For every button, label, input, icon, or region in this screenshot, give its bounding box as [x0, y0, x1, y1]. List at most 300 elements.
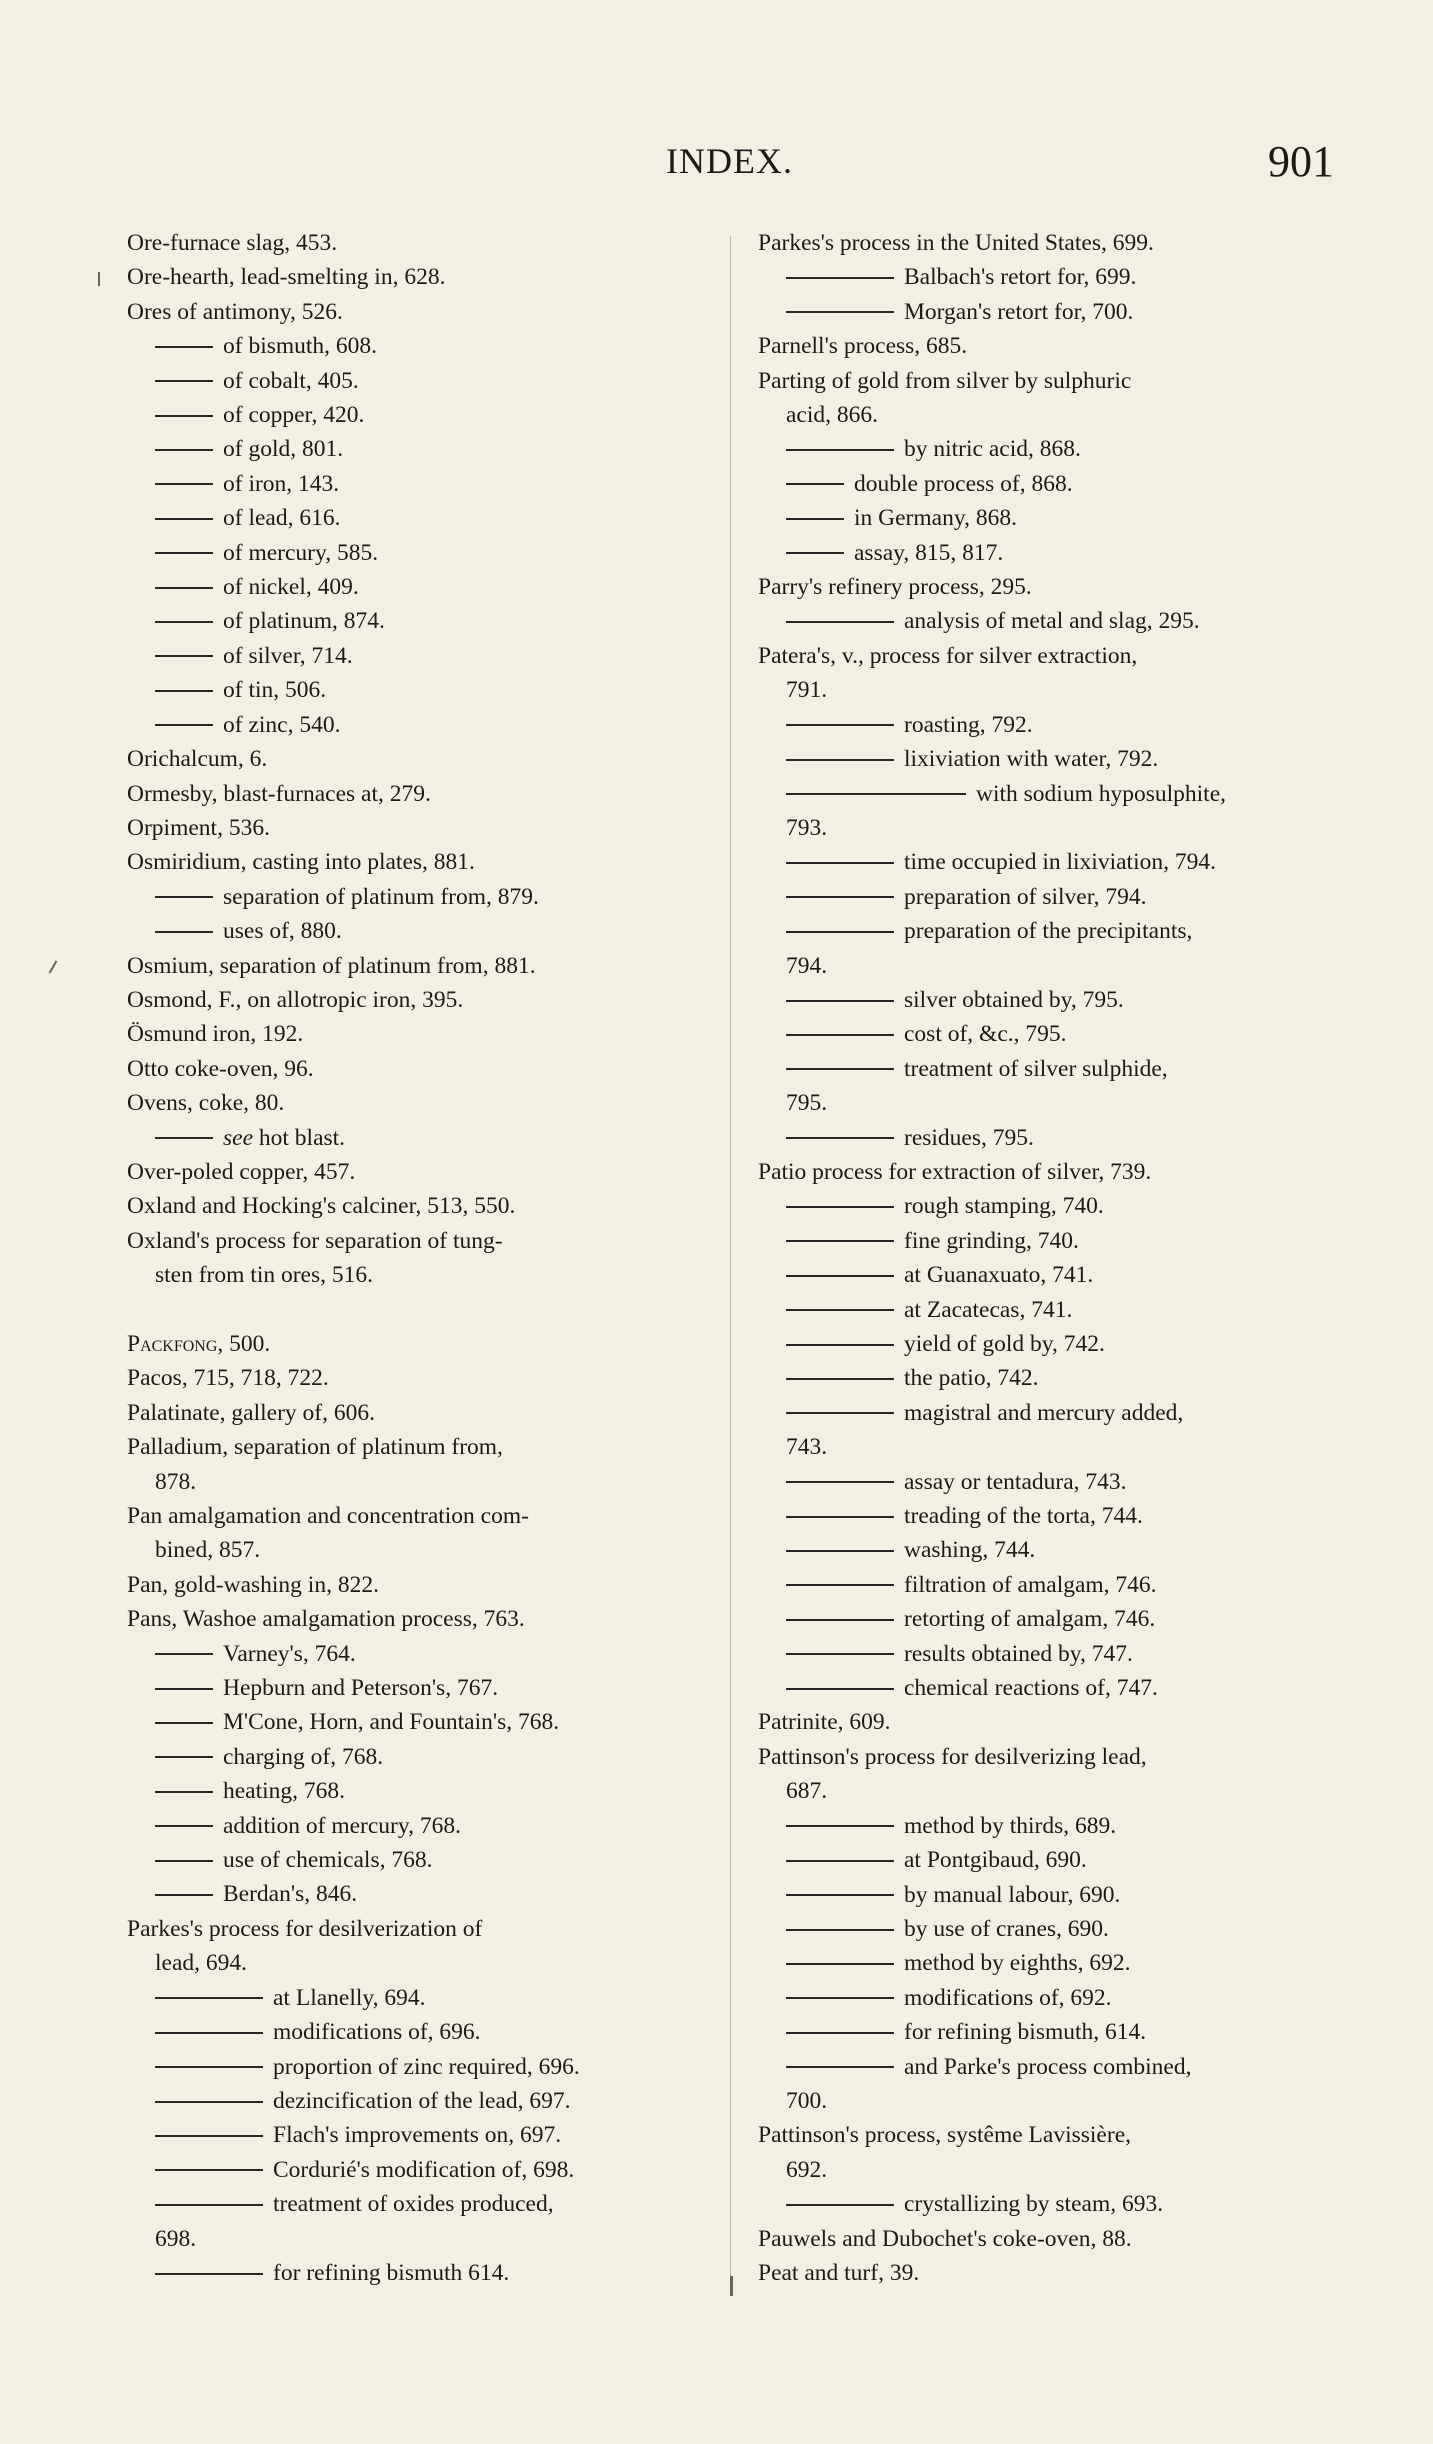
index-entry — [758, 467, 1348, 501]
index-entry — [127, 914, 712, 948]
index-entry — [758, 914, 1348, 948]
entry-text: of copper, 420. — [223, 402, 365, 429]
repeat-dash — [786, 1653, 894, 1655]
index-entry — [127, 1809, 712, 1843]
repeat-dash — [786, 1240, 894, 1242]
repeat-dash — [155, 2101, 263, 2103]
repeat-dash — [786, 2204, 894, 2206]
entry-text: separation of platinum from, 879. — [223, 883, 539, 910]
index-entry — [758, 1017, 1348, 1051]
entry-text: of mercury, 585. — [223, 539, 379, 566]
repeat-dash — [786, 896, 894, 898]
index-entry — [758, 329, 1348, 363]
repeat-dash — [786, 724, 894, 726]
page-header — [0, 137, 1433, 200]
repeat-dash — [786, 1516, 894, 1518]
entry-text: M'Cone, Horn, and Fountain's, 768. — [223, 1709, 560, 1736]
index-entry — [127, 1396, 712, 1430]
entry-text: Pans, Washoe amalgamation process, 763. — [127, 1606, 525, 1633]
index-entry — [758, 2256, 1348, 2290]
entry-text: 700. — [786, 2087, 828, 2114]
index-entry — [758, 260, 1348, 294]
entry-text: Packfong, 500. — [127, 1330, 271, 1357]
entry-text: Orpiment, 536. — [127, 814, 270, 841]
index-entry — [127, 639, 712, 673]
repeat-dash — [786, 621, 894, 623]
entry-text: Osmond, F., on allotropic iron, 395. — [127, 986, 464, 1013]
entry-text: of platinum, 874. — [223, 608, 385, 635]
repeat-dash — [786, 1688, 894, 1690]
index-entry — [758, 1671, 1348, 1705]
repeat-dash — [786, 793, 966, 795]
entry-text: Parting of gold from silver by sulphuric — [758, 367, 1132, 394]
index-entry — [127, 1361, 712, 1395]
index-entry — [127, 1912, 712, 1946]
index-entry — [127, 673, 712, 707]
repeat-dash — [155, 1997, 263, 1999]
index-entry — [127, 260, 712, 294]
entry-text: addition of mercury, 768. — [223, 1812, 461, 1839]
index-entry — [127, 983, 712, 1017]
index-entry — [758, 1809, 1348, 1843]
index-entry — [127, 2256, 712, 2290]
entry-text: at Llanelly, 694. — [273, 1984, 426, 2011]
index-entry — [127, 1602, 712, 1636]
entry-text: by manual labour, 690. — [904, 1881, 1121, 1908]
index-entry — [758, 1981, 1348, 2015]
entry-text: assay, 815, 817. — [854, 539, 1004, 566]
entry-text: Ovens, coke, 80. — [127, 1090, 285, 1117]
entry-text: in Germany, 868. — [854, 505, 1017, 532]
index-entry — [127, 432, 712, 466]
repeat-dash — [786, 1963, 894, 1965]
entry-text: Ösmund iron, 192. — [127, 1021, 304, 1048]
repeat-dash — [786, 1584, 894, 1586]
index-entry — [758, 2187, 1348, 2221]
index-entry — [758, 1499, 1348, 1533]
entry-text: of lead, 616. — [223, 505, 341, 532]
index-entry — [758, 2222, 1348, 2256]
repeat-dash — [786, 1344, 894, 1346]
column-divider — [730, 236, 731, 2294]
index-entry — [758, 1912, 1348, 1946]
page-number: 901 — [1268, 137, 1334, 186]
repeat-dash — [786, 1997, 894, 1999]
entry-text: see hot blast. — [223, 1124, 346, 1151]
entry-text: 795. — [786, 1090, 828, 1117]
entry-text: fine grinding, 740. — [904, 1227, 1079, 1254]
repeat-dash — [786, 1000, 894, 1002]
entry-text: magistral and mercury added, — [904, 1399, 1184, 1426]
entry-text: 698. — [155, 2225, 197, 2252]
entry-text: Ormesby, blast-furnaces at, 279. — [127, 780, 431, 807]
entry-text: yield of gold by, 742. — [904, 1331, 1105, 1357]
index-entry — [758, 570, 1348, 604]
index-entry — [127, 1877, 712, 1911]
index-entry — [758, 983, 1348, 1017]
index-entry — [127, 1843, 712, 1877]
index-entry — [758, 2118, 1348, 2152]
index-entry — [758, 398, 1348, 432]
index-entry — [758, 1843, 1348, 1877]
index-entry — [127, 1155, 712, 1189]
entry-text: modifications of, 692. — [904, 1984, 1112, 2011]
entry-text: Ores of antimony, 526. — [127, 298, 343, 325]
repeat-dash — [786, 2032, 894, 2034]
repeat-dash — [786, 1412, 894, 1414]
index-entry — [127, 1774, 712, 1808]
index-entry — [127, 536, 712, 570]
entry-text: of tin, 506. — [223, 677, 327, 704]
index-entry — [758, 536, 1348, 570]
index-entry — [127, 1258, 712, 1292]
repeat-dash — [155, 587, 213, 589]
entry-text: uses of, 880. — [223, 918, 342, 945]
repeat-dash — [786, 1068, 894, 1070]
section-gap — [127, 1293, 712, 1327]
index-entry — [127, 398, 712, 432]
entry-text: 878. — [155, 1468, 197, 1495]
entry-text: acid, 866. — [786, 402, 879, 429]
repeat-dash — [786, 1206, 894, 1208]
repeat-dash — [155, 2066, 263, 2068]
entry-text: and Parke's process combined, — [904, 2053, 1192, 2080]
entry-text: Hepburn and Peterson's, 767. — [223, 1675, 499, 1702]
index-entry — [127, 949, 712, 983]
index-entry — [758, 1258, 1348, 1292]
repeat-dash — [155, 1688, 213, 1690]
repeat-dash — [786, 1929, 894, 1931]
entry-text: 687. — [786, 1778, 828, 1805]
index-entry — [758, 1155, 1348, 1189]
repeat-dash — [155, 655, 213, 657]
page-title: INDEX. — [666, 141, 793, 181]
entry-text: filtration of amalgam, 746. — [904, 1571, 1157, 1598]
index-entry — [127, 2015, 712, 2049]
index-entry — [127, 1533, 712, 1567]
repeat-dash — [155, 931, 213, 933]
entry-text: Pacos, 715, 718, 722. — [127, 1365, 329, 1392]
index-entry — [127, 1327, 712, 1361]
index-entry — [758, 1705, 1348, 1739]
entry-text: treading of the torta, 744. — [904, 1503, 1143, 1530]
entry-text: Balbach's retort for, 699. — [904, 264, 1137, 291]
repeat-dash — [155, 1860, 213, 1862]
index-entry — [127, 329, 712, 363]
entry-text: 793. — [786, 814, 828, 841]
index-entry — [758, 2153, 1348, 2187]
entry-text: proportion of zinc required, 696. — [273, 2053, 580, 2080]
entry-text: chemical reactions of, 747. — [904, 1675, 1158, 1702]
entry-text: modifications of, 696. — [273, 2019, 481, 2046]
repeat-dash — [786, 1275, 894, 1277]
repeat-dash — [155, 724, 213, 726]
index-entry — [127, 2222, 712, 2256]
entry-text: time occupied in lixiviation, 794. — [904, 849, 1216, 876]
entry-text: Patio process for extraction of silver, 739. — [758, 1158, 1152, 1185]
index-entry — [127, 811, 712, 845]
index-entry — [758, 2084, 1348, 2118]
entry-text: 794. — [786, 952, 828, 979]
entry-text: roasting, 792. — [904, 711, 1033, 738]
entry-text: Osmium, separation of platinum from, 881. — [127, 952, 536, 979]
entry-text: Pan, gold-washing in, 822. — [127, 1571, 379, 1598]
repeat-dash — [786, 449, 894, 451]
index-entry — [758, 1465, 1348, 1499]
index-entry — [758, 604, 1348, 638]
entry-text: of silver, 714. — [223, 642, 353, 669]
index-entry — [127, 570, 712, 604]
entry-text: Orichalcum, 6. — [127, 746, 268, 773]
index-entry — [127, 2084, 712, 2118]
index-entry — [127, 501, 712, 535]
index-entry — [127, 467, 712, 501]
index-entry — [758, 295, 1348, 329]
margin-mark — [98, 272, 100, 286]
entry-text: Parry's refinery process, 295. — [758, 574, 1032, 601]
entry-text: of zinc, 540. — [223, 711, 341, 738]
entry-text: Pattinson's process for desilverizing lead, — [758, 1743, 1147, 1770]
repeat-dash — [155, 380, 213, 382]
entry-text: double process of, 868. — [854, 470, 1073, 497]
index-entry — [127, 1946, 712, 1980]
index-entry — [127, 2050, 712, 2084]
entry-text: Palladium, separation of platinum from, — [127, 1434, 503, 1461]
entry-text: Patrinite, 609. — [758, 1709, 891, 1736]
index-entry — [758, 1637, 1348, 1671]
entry-text: use of chemicals, 768. — [223, 1847, 433, 1874]
repeat-dash — [155, 896, 213, 898]
margin-mark — [730, 2276, 733, 2296]
entry-text: preparation of the precipitants, — [904, 918, 1193, 945]
entry-text: Ore-furnace slag, 453. — [127, 230, 338, 256]
entry-text: cost of, &c., 795. — [904, 1021, 1067, 1048]
repeat-dash — [155, 449, 213, 451]
entry-text: of nickel, 409. — [223, 574, 359, 601]
entry-text: Varney's, 764. — [223, 1640, 356, 1667]
entry-text: Oxland's process for separation of tung- — [127, 1227, 503, 1254]
entry-text: for refining bismuth 614. — [273, 2259, 510, 2286]
entry-text: with sodium hyposulphite, — [976, 780, 1227, 807]
index-entry — [758, 364, 1348, 398]
repeat-dash — [786, 1550, 894, 1552]
index-entry — [127, 364, 712, 398]
index-entry — [127, 1121, 712, 1155]
entry-text: Pattinson's process, systême Lavissière, — [758, 2122, 1131, 2149]
repeat-dash — [155, 346, 213, 348]
index-entry — [758, 1774, 1348, 1808]
repeat-dash — [786, 1481, 894, 1483]
index-entry — [758, 501, 1348, 535]
index-entry — [758, 880, 1348, 914]
index-entry — [127, 1568, 712, 1602]
index-entry — [758, 708, 1348, 742]
index-entry — [758, 1946, 1348, 1980]
repeat-dash — [786, 552, 844, 554]
entry-text: Oxland and Hocking's calciner, 513, 550. — [127, 1193, 516, 1220]
repeat-dash — [786, 759, 894, 761]
entry-text: Palatinate, gallery of, 606. — [127, 1399, 375, 1426]
index-entry — [127, 777, 712, 811]
repeat-dash — [786, 1825, 894, 1827]
entry-text: method by eighths, 692. — [904, 1950, 1131, 1977]
entry-text: silver obtained by, 795. — [904, 986, 1124, 1013]
repeat-dash — [155, 1137, 213, 1139]
entry-text: treatment of oxides produced, — [273, 2191, 554, 2218]
index-entry — [758, 1293, 1348, 1327]
index-entry — [127, 1705, 712, 1739]
index-entry — [758, 1878, 1348, 1912]
entry-text: the patio, 742. — [904, 1365, 1039, 1392]
entry-text: Osmiridium, casting into plates, 881. — [127, 849, 475, 876]
index-entry — [758, 845, 1348, 879]
entry-text: treatment of silver sulphide, — [904, 1055, 1168, 1082]
repeat-dash — [786, 1619, 894, 1621]
repeat-dash — [155, 2032, 263, 2034]
index-entry — [758, 673, 1348, 707]
index-entry — [758, 2015, 1348, 2049]
index-entry — [127, 1981, 712, 2015]
index-entry — [758, 1361, 1348, 1395]
index-entry — [127, 226, 712, 260]
index-entry — [758, 1052, 1348, 1086]
index-entry — [127, 708, 712, 742]
entry-text: lixiviation with water, 792. — [904, 746, 1159, 773]
repeat-dash — [155, 2169, 263, 2171]
entry-text: Over-poled copper, 457. — [127, 1158, 356, 1185]
index-entry — [127, 1499, 712, 1533]
index-entry — [758, 1430, 1348, 1464]
index-entry — [758, 949, 1348, 983]
index-entry — [758, 1086, 1348, 1120]
repeat-dash — [155, 1791, 213, 1793]
repeat-dash — [786, 862, 894, 864]
index-entry — [127, 1671, 712, 1705]
index-entry — [758, 811, 1348, 845]
index-entry — [758, 1224, 1348, 1258]
index-entry — [127, 1430, 712, 1464]
index-entry — [758, 1533, 1348, 1567]
repeat-dash — [786, 518, 844, 520]
entry-text: preparation of silver, 794. — [904, 883, 1147, 910]
entry-text: heating, 768. — [223, 1778, 346, 1805]
repeat-dash — [786, 2066, 894, 2068]
repeat-dash — [155, 518, 213, 520]
repeat-dash — [786, 1860, 894, 1862]
repeat-dash — [155, 2204, 263, 2206]
repeat-dash — [155, 1653, 213, 1655]
entry-text: Parnell's process, 685. — [758, 333, 968, 360]
entry-text: Parkes's process for desilverization of — [127, 1915, 483, 1942]
entry-text: Pauwels and Dubochet's coke-oven, 88. — [758, 2225, 1132, 2252]
repeat-dash — [786, 1894, 894, 1896]
index-entry — [127, 1740, 712, 1774]
repeat-dash — [786, 1309, 894, 1311]
index-entry — [758, 1121, 1348, 1155]
index-entry — [758, 1568, 1348, 1602]
repeat-dash — [155, 1825, 213, 1827]
index-entry — [758, 1396, 1348, 1430]
entry-text: of bismuth, 608. — [223, 333, 378, 360]
index-entry — [758, 432, 1348, 466]
entry-text: at Pontgibaud, 690. — [904, 1847, 1087, 1874]
entry-text: 692. — [786, 2156, 828, 2183]
entry-text: by use of cranes, 690. — [904, 1915, 1109, 1942]
repeat-dash — [155, 621, 213, 623]
entry-text: of iron, 143. — [223, 470, 340, 497]
repeat-dash — [155, 1722, 213, 1724]
index-entry — [127, 2118, 712, 2152]
repeat-dash — [155, 552, 213, 554]
index-entry — [758, 2050, 1348, 2084]
index-entry — [127, 295, 712, 329]
index-entry — [127, 880, 712, 914]
entry-text: 743. — [786, 1434, 828, 1461]
repeat-dash — [155, 690, 213, 692]
entry-text: dezincification of the lead, 697. — [273, 2087, 571, 2114]
index-entry — [758, 1602, 1348, 1636]
repeat-dash — [786, 277, 894, 279]
entry-text: Patera's, v., process for silver extraction, — [758, 642, 1138, 669]
repeat-dash — [786, 1034, 894, 1036]
entry-text: 791. — [786, 677, 828, 704]
index-column-right — [758, 226, 1348, 2290]
repeat-dash — [786, 931, 894, 933]
entry-text: Cordurié's modification of, 698. — [273, 2156, 575, 2183]
index-entry — [758, 777, 1348, 811]
entry-text: bined, 857. — [155, 1537, 261, 1564]
entry-text: washing, 744. — [904, 1537, 1036, 1564]
entry-text: Morgan's retort for, 700. — [904, 298, 1134, 325]
entry-text: of cobalt, 405. — [223, 367, 359, 394]
entry-text: of gold, 801. — [223, 436, 344, 463]
entry-text: crystallizing by steam, 693. — [904, 2191, 1164, 2218]
entry-text: Peat and turf, 39. — [758, 2259, 920, 2286]
repeat-dash — [155, 483, 213, 485]
repeat-dash — [155, 415, 213, 417]
index-entry — [127, 604, 712, 638]
entry-text: analysis of metal and slag, 295. — [904, 608, 1200, 635]
margin-mark — [49, 960, 58, 973]
index-entry — [127, 742, 712, 776]
entry-text: for refining bismuth, 614. — [904, 2019, 1147, 2046]
entry-text: Flach's improvements on, 697. — [273, 2122, 562, 2149]
entry-text: lead, 694. — [155, 1950, 248, 1977]
entry-text: by nitric acid, 868. — [904, 436, 1081, 463]
entry-text: Parkes's process in the United States, 699. — [758, 230, 1154, 256]
index-entry — [127, 1224, 712, 1258]
index-entry — [127, 2187, 712, 2221]
index-entry — [758, 226, 1348, 260]
entry-text: sten from tin ores, 516. — [155, 1262, 373, 1289]
repeat-dash — [786, 311, 894, 313]
entry-text: Ore-hearth, lead-smelting in, 628. — [127, 264, 446, 291]
repeat-dash — [786, 483, 844, 485]
entry-text: method by thirds, 689. — [904, 1812, 1117, 1839]
entry-text: results obtained by, 747. — [904, 1640, 1133, 1667]
index-entry — [127, 1017, 712, 1051]
repeat-dash — [155, 2135, 263, 2137]
index-column-left — [127, 226, 712, 2290]
repeat-dash — [786, 1378, 894, 1380]
index-entry — [758, 639, 1348, 673]
index-entry — [127, 2153, 712, 2187]
entry-text: rough stamping, 740. — [904, 1193, 1104, 1220]
entry-text: at Zacatecas, 741. — [904, 1296, 1073, 1323]
repeat-dash — [786, 1137, 894, 1139]
index-entry — [127, 1637, 712, 1671]
entry-text: residues, 795. — [904, 1124, 1034, 1151]
